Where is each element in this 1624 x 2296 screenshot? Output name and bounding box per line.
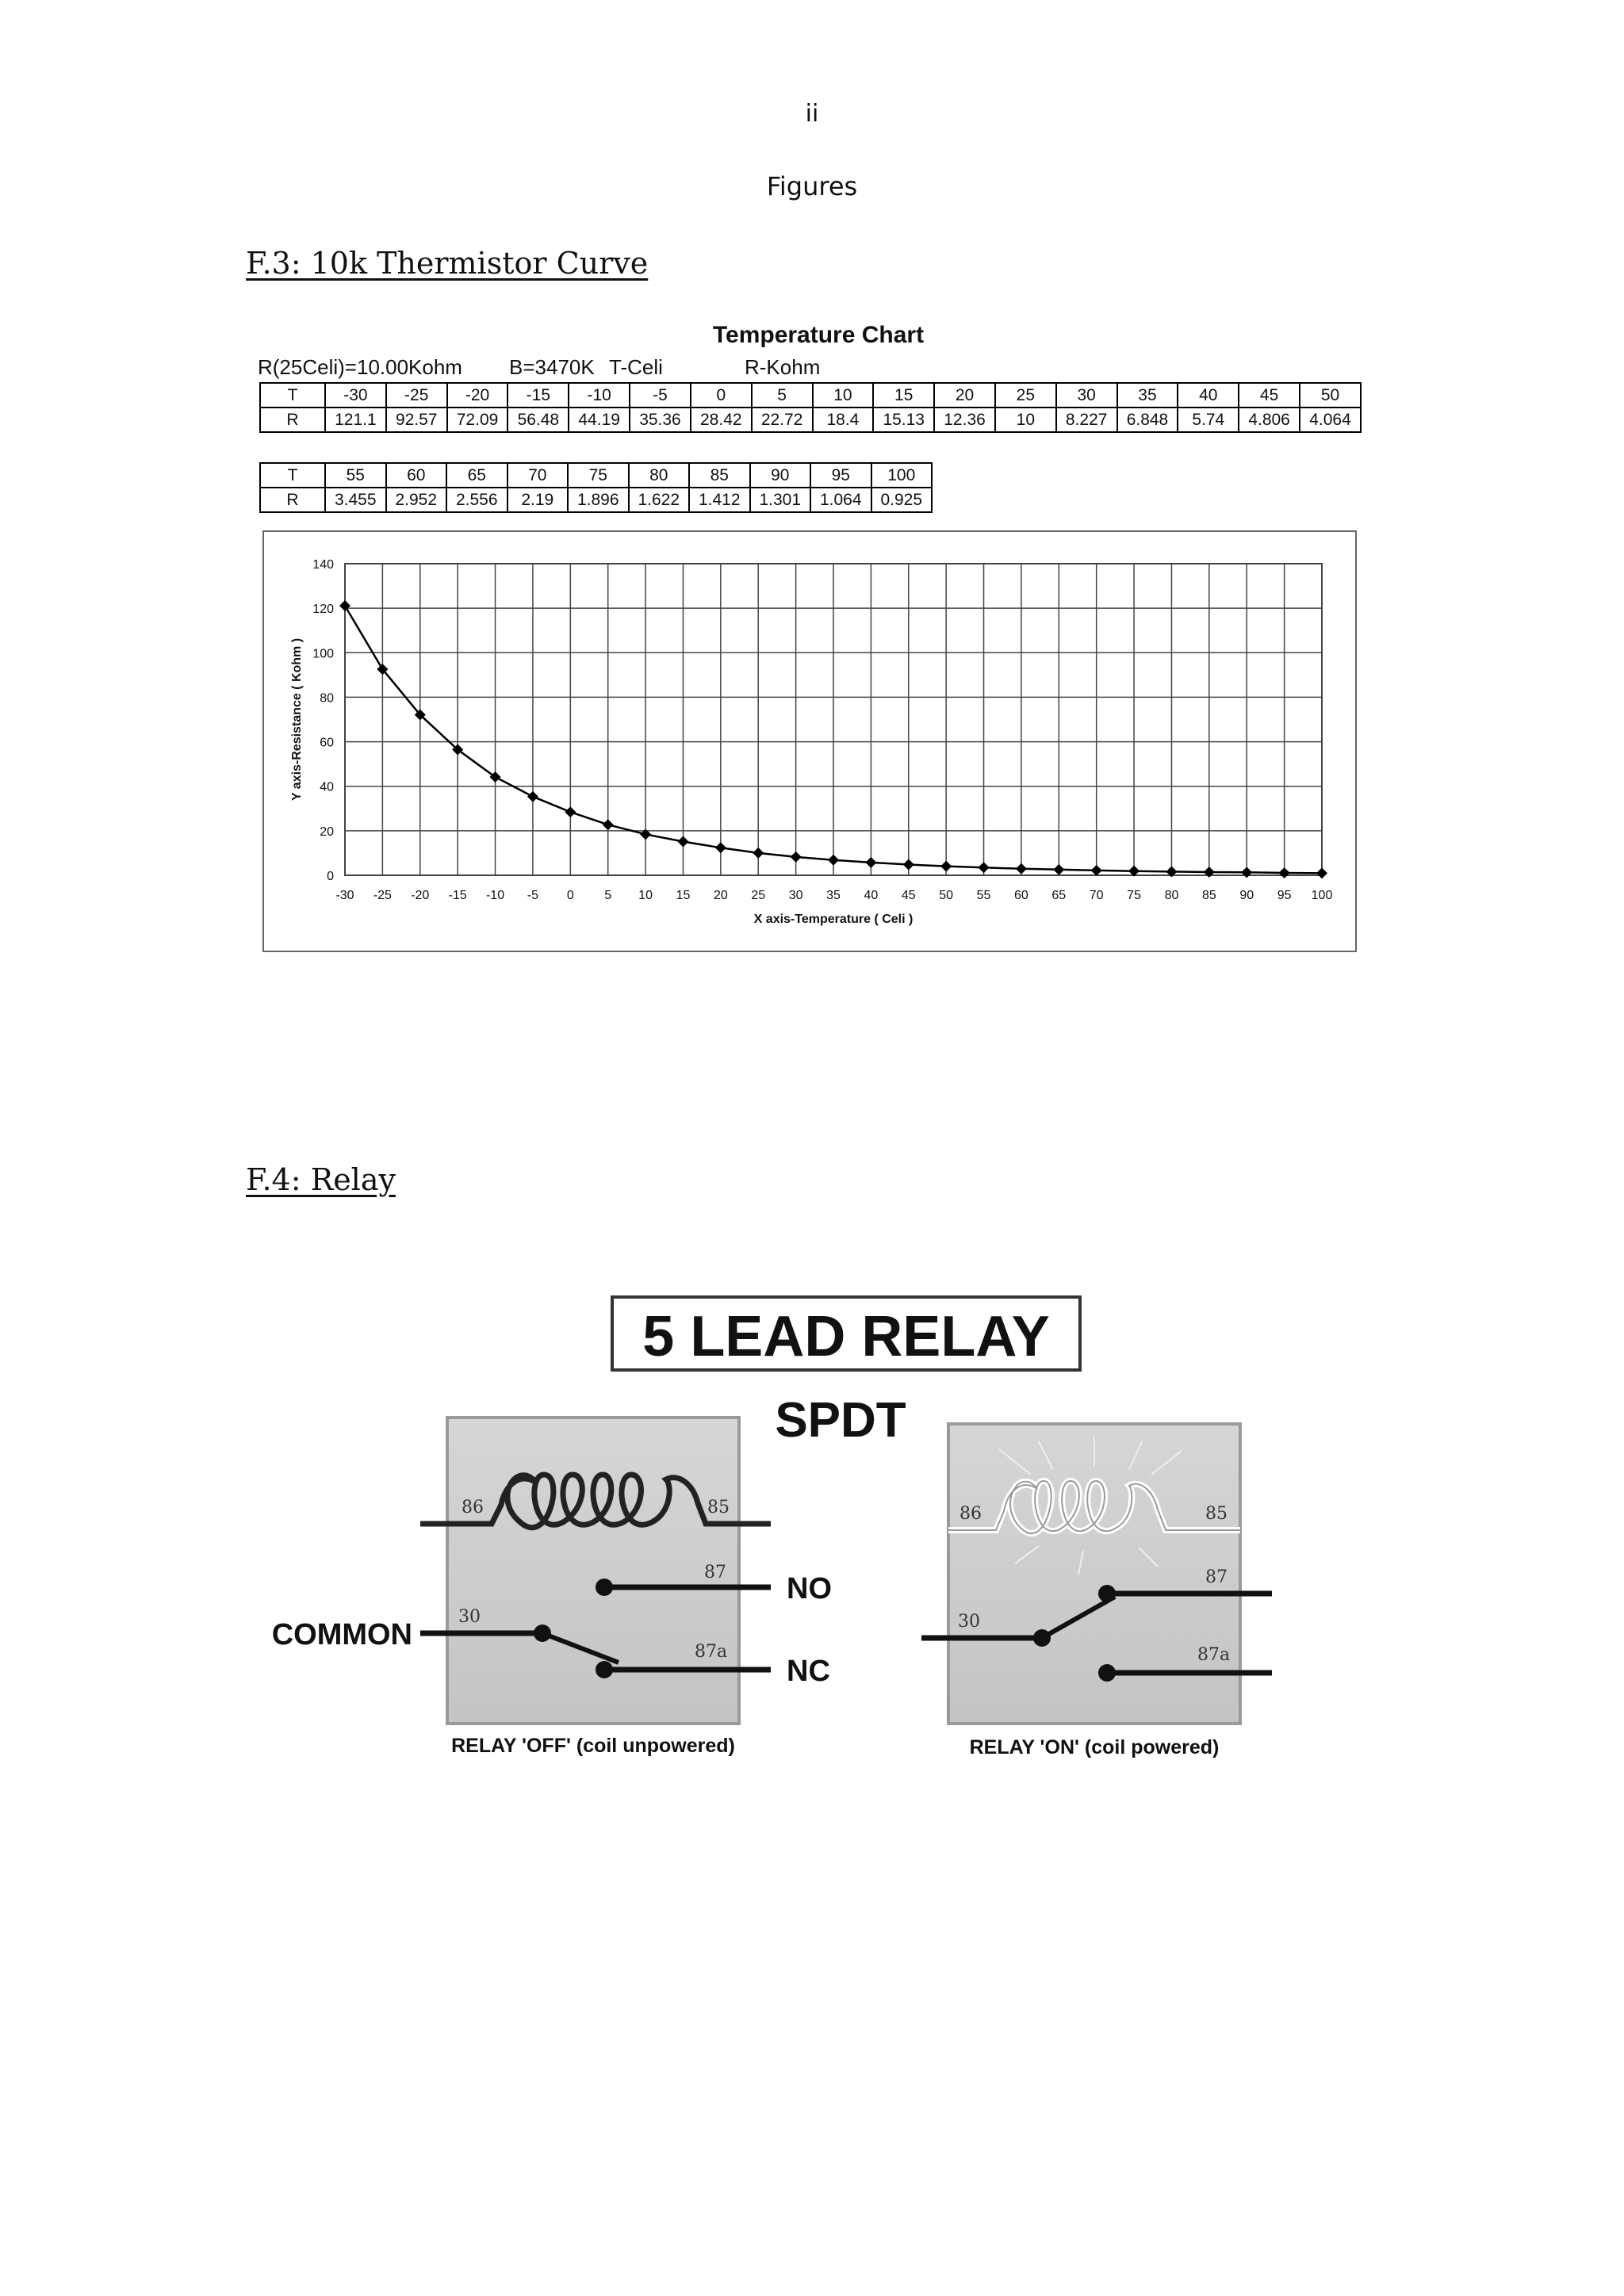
temperature-cell: 0 — [691, 383, 752, 408]
page-number: ii — [805, 100, 819, 128]
relay-section-title: F.4: Relay — [246, 1162, 396, 1197]
pin-86-label-on: 86 — [959, 1504, 982, 1524]
temperature-cell: 70 — [508, 463, 569, 488]
pin-30-label-on: 30 — [958, 1612, 980, 1632]
thermistor-chart — [264, 532, 1355, 951]
temperature-cell: 90 — [750, 463, 811, 488]
pin-87-label-on: 87 — [1205, 1567, 1228, 1587]
x-tick-label: 70 — [1089, 889, 1104, 902]
temperature-cell: 65 — [446, 463, 508, 488]
table-row-resistance — [260, 408, 1361, 432]
pin-85-label-on: 85 — [1205, 1504, 1228, 1524]
x-tick-label: 90 — [1239, 889, 1254, 902]
x-tick-label: -30 — [335, 889, 354, 902]
pin-87a-label: 87a — [695, 1642, 728, 1662]
relay-diagram-svg — [254, 1284, 1300, 1776]
resistance-cell: 28.42 — [691, 408, 752, 432]
relay-on-caption: RELAY 'ON' (coil powered) — [969, 1736, 1220, 1758]
temperature-cell: -15 — [508, 383, 569, 408]
x-tick-label: 45 — [901, 889, 916, 902]
y-tick-label: 20 — [320, 825, 334, 839]
x-axis-title: X axis-Temperature ( Celi ) — [753, 913, 914, 926]
x-tick-label: 75 — [1127, 889, 1141, 902]
temperature-cell: 95 — [810, 463, 871, 488]
x-tick-label: 65 — [1051, 889, 1067, 902]
x-tick-label: -20 — [411, 889, 430, 902]
pin-87a-label-on: 87a — [1197, 1645, 1231, 1665]
temperature-cell: 75 — [568, 463, 629, 488]
relay-subtitle: SPDT — [775, 1393, 906, 1448]
pin-30-label: 30 — [458, 1607, 481, 1627]
resistance-cell: 15.13 — [873, 408, 934, 432]
resistance-cell: 1.064 — [810, 488, 871, 512]
resistance-cell: 6.848 — [1117, 408, 1178, 432]
resistance-table-1 — [259, 382, 1362, 433]
x-tick-label: 85 — [1201, 889, 1216, 902]
x-tick-label: 25 — [751, 889, 766, 902]
relay-off-diagram — [272, 1418, 832, 1757]
x-tick-label: 0 — [566, 889, 574, 902]
relay-off-body — [447, 1418, 739, 1724]
temperature-cell: 30 — [1056, 383, 1117, 408]
relay-on-diagram — [921, 1424, 1272, 1758]
x-tick-label: 50 — [939, 889, 954, 902]
y-axis-title: Y axis-Resistance ( Kohm ) — [290, 637, 304, 802]
resistance-cell: 2.556 — [446, 488, 508, 512]
temperature-cell: -20 — [447, 383, 508, 408]
pin-86-label: 86 — [462, 1498, 484, 1517]
nc-contact-dot — [596, 1661, 613, 1678]
table-row-temperature — [260, 463, 932, 488]
temperature-row-label: T — [260, 383, 325, 408]
x-tick-label: -15 — [448, 889, 467, 902]
temperature-cell: 25 — [995, 383, 1056, 408]
resistance-cell: 72.09 — [447, 408, 508, 432]
pin-85-label: 85 — [707, 1498, 730, 1517]
resistance-cell: 121.1 — [325, 408, 386, 432]
resistance-cell: 4.064 — [1300, 408, 1361, 432]
relay-off-caption: RELAY 'OFF' (coil unpowered) — [451, 1735, 735, 1757]
y-tick-label: 120 — [312, 603, 334, 617]
resistance-cell: 56.48 — [508, 408, 569, 432]
temperature-chart-title: Temperature Chart — [712, 322, 925, 348]
temperature-cell: 45 — [1239, 383, 1300, 408]
temperature-cell: 10 — [813, 383, 874, 408]
temperature-unit: T-Celi — [609, 355, 663, 379]
temperature-cell: -30 — [325, 383, 386, 408]
nc-label: NC — [787, 1655, 830, 1688]
relay-diagram — [254, 1284, 1300, 1776]
temperature-cell: -5 — [630, 383, 691, 408]
x-tick-label: 15 — [676, 889, 691, 902]
y-tick-label: 40 — [320, 780, 334, 794]
temperature-cell: 15 — [873, 383, 934, 408]
relay-on-body — [948, 1424, 1240, 1724]
relay-title: 5 LEAD RELAY — [642, 1305, 1050, 1368]
temperature-cell: -25 — [386, 383, 447, 408]
resistance-cell: 92.57 — [386, 408, 447, 432]
temperature-cell: 35 — [1117, 383, 1178, 408]
resistance-cell: 0.925 — [871, 488, 933, 512]
x-tick-label: -25 — [373, 889, 392, 902]
temperature-row-label: T — [260, 463, 325, 488]
temperature-cell: 5 — [752, 383, 813, 408]
x-tick-label: 30 — [788, 889, 803, 902]
y-tick-label: 140 — [312, 558, 334, 572]
resistance-table-2 — [259, 462, 933, 513]
resistance-cell: 10 — [995, 408, 1056, 432]
b-parameter: B=3470K — [509, 355, 595, 379]
thermistor-chart-frame — [262, 530, 1357, 952]
x-tick-label: 40 — [864, 889, 879, 902]
resistance-cell: 2.19 — [508, 488, 569, 512]
y-tick-label: 80 — [320, 691, 334, 706]
temperature-cell: 50 — [1300, 383, 1361, 408]
page-heading: Figures — [766, 171, 858, 201]
resistance-unit: R-Kohm — [745, 355, 821, 379]
pin-87-label: 87 — [704, 1563, 726, 1582]
resistance-cell: 1.412 — [689, 488, 750, 512]
y-tick-label: 100 — [312, 647, 334, 661]
r25-parameter: R(25Celi)=10.00Kohm — [258, 355, 462, 379]
resistance-cell: 2.952 — [386, 488, 447, 512]
resistance-cell: 3.455 — [325, 488, 386, 512]
temperature-cell: 80 — [629, 463, 690, 488]
y-tick-label: 60 — [320, 736, 334, 750]
resistance-cell: 4.806 — [1239, 408, 1300, 432]
x-tick-label: 35 — [826, 889, 841, 902]
resistance-cell: 5.74 — [1178, 408, 1239, 432]
resistance-cell: 35.36 — [630, 408, 691, 432]
x-tick-label: 5 — [604, 889, 612, 902]
resistance-cell: 1.896 — [568, 488, 629, 512]
table-row-resistance — [260, 488, 932, 512]
no-label: NO — [787, 1572, 832, 1605]
temperature-cell: -10 — [569, 383, 630, 408]
temperature-cell: 20 — [934, 383, 995, 408]
resistance-cell: 8.227 — [1056, 408, 1117, 432]
resistance-cell: 18.4 — [813, 408, 874, 432]
resistance-cell: 1.622 — [629, 488, 690, 512]
x-tick-label: 10 — [638, 889, 653, 902]
x-tick-label: 20 — [713, 889, 728, 902]
thermistor-section-title: F.3: 10k Thermistor Curve — [246, 246, 649, 281]
x-tick-label: 95 — [1277, 889, 1292, 902]
table-row-temperature — [260, 383, 1361, 408]
x-tick-label: 60 — [1014, 889, 1028, 902]
temperature-cell: 60 — [386, 463, 447, 488]
common-label: COMMON — [271, 1618, 412, 1651]
temperature-cell: 55 — [325, 463, 386, 488]
resistance-cell: 1.301 — [750, 488, 811, 512]
resistance-row-label: R — [260, 408, 325, 432]
x-tick-label: 100 — [1311, 889, 1333, 902]
x-tick-label: -10 — [485, 889, 505, 902]
resistance-cell: 22.72 — [752, 408, 813, 432]
y-tick-label: 0 — [327, 870, 334, 883]
temperature-cell: 100 — [871, 463, 933, 488]
x-tick-label: 80 — [1164, 889, 1179, 902]
x-tick-label: 55 — [976, 889, 991, 902]
temperature-cell: 85 — [689, 463, 750, 488]
resistance-row-label: R — [260, 488, 325, 512]
resistance-cell: 12.36 — [934, 408, 995, 432]
temperature-cell: 40 — [1178, 383, 1239, 408]
on-nc-contact-dot — [1098, 1664, 1116, 1682]
x-tick-label: -5 — [527, 889, 539, 902]
no-contact-dot — [596, 1578, 613, 1596]
resistance-cell: 44.19 — [569, 408, 630, 432]
